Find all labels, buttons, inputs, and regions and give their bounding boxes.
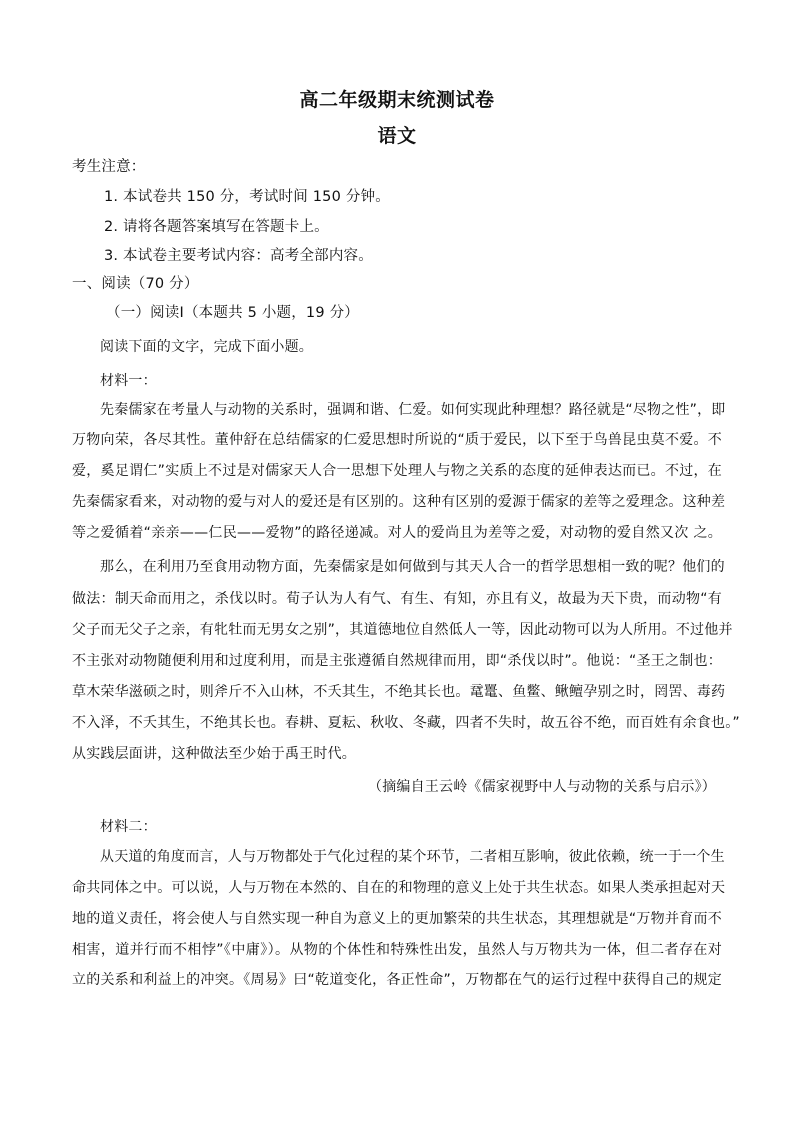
material1-line: 爱，奚足谓仁”实质上不过是对儒家天人合一思想下处理人与物之关系的态度的延伸表达而已。不过，在: [72, 463, 722, 479]
material1-line: 等之爱循着“亲亲——仁民——爱物”的路径递减。对人的爱尚且为差等之爱，对动物的爱自然又次 之。: [72, 525, 722, 541]
material1-source: （摘编自王云岭《儒家视野中人与动物的关系与启示》）: [368, 779, 716, 795]
material2-label: 材料二：: [100, 819, 157, 835]
material2-line: 命共同体之中。可以说，人与万物在本然的、自在的和物理的意义上处于共生状态。如果人类承担起对天: [72, 880, 726, 896]
material1-line: 父子而无父子之亲，有牝牡而无男女之别”，其道德地位自然低人一等，因此动物可以为人所用。不过他并: [72, 622, 733, 638]
material1-line: 草木荣华滋硕之时，则斧斤不入山林，不夭其生，不绝其长也。鼋鼍、鱼鳖、鳅鳣孕别之时，罔罟、毒药: [72, 684, 726, 700]
notice-item-3: 3. 本试卷主要考试内容：高考全部内容。: [104, 248, 373, 264]
material1-label: 材料一：: [100, 373, 157, 389]
material2-line: 立的关系和利益上的冲突。《周易》曰“乾道变化，各正性命”，万物都在气的运行过程中获得自己的规定: [72, 972, 722, 988]
material1-line: 从实践层面讲，这种做法至少始于禹王时代。: [72, 746, 356, 762]
section-heading: 一、阅读（70 分）: [72, 276, 199, 292]
material1-line: 先秦儒家在考量人与动物的关系时，强调和谐、仁爱。如何实现此种理想？路径就是“尽物之性”，即: [100, 402, 726, 418]
notice-heading: 考生注意：: [72, 159, 146, 175]
material1-line: 做法：制天命而用之，杀伐以时。荀子认为人有气、有生、有知，亦且有义，故最为天下贵，而动物“有: [72, 591, 722, 607]
material2-line: 地的道义责任，将会使人与自然实现一种自为意义上的更加繁荣的共生状态，其理想就是“万物并育而不: [72, 911, 722, 927]
subject-title: 语文: [377, 125, 417, 147]
material2-line: 相害，道并行而不相悖”《中庸》）。从物的个体性和特殊性出发，虽然人与万物共为一体，但二者存在对: [72, 942, 722, 958]
material2-line: 从天道的角度而言，人与万物都处于气化过程的某个环节，二者相互影响，彼此依赖，统一于一个生: [100, 849, 725, 865]
material1-line: 万物向荣，各尽其性。董仲舒在总结儒家的仁爱思想时所说的“质于爱民，以下至于鸟兽昆虫莫不爱。不: [72, 432, 722, 448]
material1-line: 那么，在利用乃至食用动物方面，先秦儒家是如何做到与其天人合一的哲学思想相一致的呢？他们的: [100, 559, 725, 575]
material1-line: 先秦儒家看来，对动物的爱与对人的爱还是有区别的。这种有区别的爱源于儒家的差等之爱理念。这种差: [72, 494, 726, 510]
notice-item-2: 2. 请将各题答案填写在答题卡上。: [104, 219, 329, 235]
exam-title: 高二年级期末统测试卷: [299, 89, 495, 111]
reading-instruction: 阅读下面的文字，完成下面小题。: [100, 339, 313, 355]
material1-line: 不入泽，不夭其生，不绝其长也。春耕、夏耘、秋收、冬藏，四者不失时，故五谷不绝，而百姓有余食也。”: [72, 715, 740, 731]
material1-line: 不主张对动物随便利用和过度利用，而是主张遵循自然规律而用，即“杀伐以时”。他说：“圣王之制也：: [72, 653, 722, 669]
notice-item-1: 1. 本试卷共 150 分，考试时间 150 分钟。: [104, 189, 390, 205]
subsection-heading: （一）阅读Ⅰ（本题共 5 小题，19 分）: [106, 305, 359, 321]
